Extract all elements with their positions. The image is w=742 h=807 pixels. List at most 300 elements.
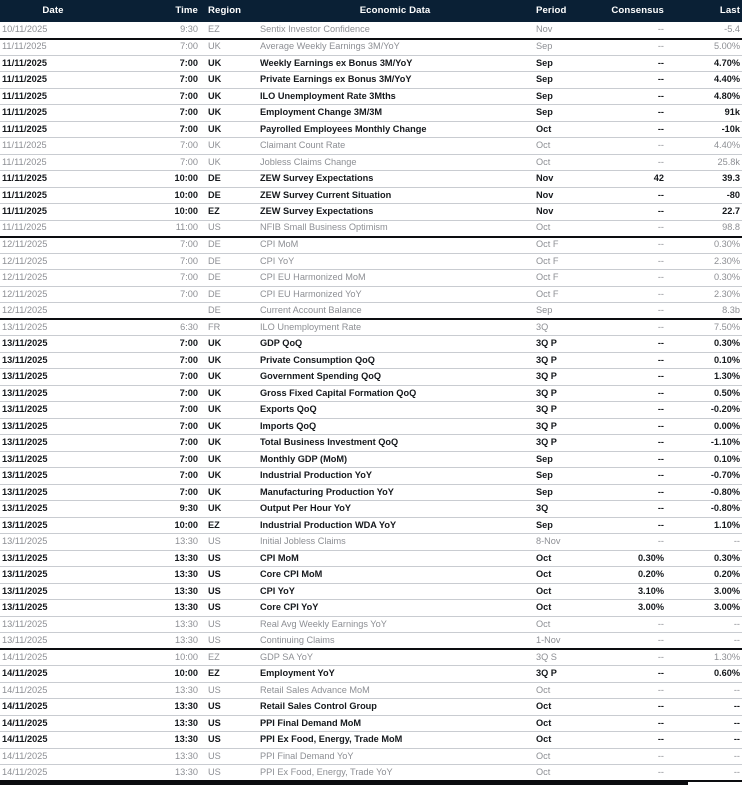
cell-time: 13:30	[175, 618, 198, 629]
cell-time: 7:00	[180, 272, 198, 283]
table-row[interactable]	[0, 567, 742, 584]
cell-time: 7:00	[180, 239, 198, 250]
cell-consensus: --	[657, 618, 664, 629]
cell-period: Oct	[536, 156, 551, 167]
cell-region: UK	[208, 107, 222, 118]
cell-consensus: --	[657, 272, 664, 283]
cell-consensus: --	[657, 684, 664, 695]
cell-region: UK	[208, 354, 222, 365]
table-row[interactable]	[0, 303, 742, 320]
cell-period: 3Q P	[536, 354, 557, 365]
cell-date: 14/11/2025	[2, 668, 48, 679]
cell-region: EZ	[208, 651, 220, 662]
cell-time: 7:00	[179, 404, 198, 415]
cell-time: 10:00	[174, 668, 198, 679]
cell-consensus: --	[657, 107, 664, 118]
cell-date: 13/11/2025	[2, 387, 48, 398]
cell-last: --	[733, 684, 740, 695]
cell-last: 0.50%	[713, 387, 740, 398]
cell-last: 3.00%	[713, 585, 740, 596]
cell-consensus: --	[657, 750, 664, 761]
cell-economic-data: ILO Unemployment Rate 3Mths	[260, 90, 396, 101]
cell-time: 7:00	[179, 123, 198, 134]
cell-period: Sep	[536, 486, 553, 497]
table-row[interactable]	[0, 121, 742, 138]
cell-time: 7:00	[180, 140, 198, 151]
cell-region: UK	[208, 470, 222, 481]
cell-date: 11/11/2025	[2, 57, 47, 68]
cell-consensus: --	[657, 453, 664, 464]
cell-period: Oct	[536, 569, 552, 580]
cell-region: EZ	[208, 24, 220, 35]
cell-last: --	[733, 766, 740, 777]
cell-last: --	[733, 717, 740, 728]
cell-last: -0.80%	[710, 503, 740, 514]
table-row[interactable]	[0, 402, 742, 419]
cell-period: 3Q P	[536, 371, 557, 382]
cell-last: -80	[726, 189, 740, 200]
table-row[interactable]	[0, 220, 742, 237]
cell-period: 3Q P	[536, 420, 557, 431]
table-row[interactable]	[0, 237, 742, 254]
cell-region: UK	[208, 123, 222, 134]
cell-date: 13/11/2025	[2, 585, 48, 596]
cell-consensus: --	[657, 24, 664, 35]
cell-economic-data: ZEW Survey Expectations	[260, 206, 374, 217]
cell-consensus: --	[657, 503, 664, 514]
table-row[interactable]	[0, 270, 742, 287]
table-row[interactable]	[0, 468, 742, 485]
cell-time: 7:00	[179, 371, 198, 382]
cell-date: 14/11/2025	[2, 750, 48, 761]
cell-consensus: --	[657, 189, 664, 200]
cell-economic-data: Employment YoY	[260, 668, 335, 679]
cell-economic-data: Total Business Investment QoQ	[260, 437, 399, 448]
cell-consensus: --	[657, 338, 664, 349]
cell-region: UK	[208, 140, 221, 151]
table-row[interactable]	[0, 369, 742, 386]
cell-period: 3Q P	[536, 387, 557, 398]
cell-economic-data: ZEW Survey Expectations	[260, 173, 374, 184]
cell-date: 11/11/2025	[2, 173, 47, 184]
table-row[interactable]	[0, 352, 742, 369]
cell-economic-data: PPI Final Demand YoY	[260, 750, 354, 761]
cell-region: FR	[208, 321, 221, 332]
cell-period: Oct	[536, 717, 552, 728]
cell-region: EZ	[208, 668, 220, 679]
cell-region: US	[208, 569, 221, 580]
cell-region: UK	[208, 371, 222, 382]
cell-region: US	[208, 734, 221, 745]
cell-last: 0.30%	[713, 552, 740, 563]
cell-date: 11/11/2025	[2, 41, 47, 52]
table-row[interactable]	[0, 204, 742, 221]
table-row[interactable]	[0, 649, 742, 666]
cell-period: Sep	[536, 453, 553, 464]
cell-period: Oct	[536, 552, 552, 563]
cell-region: UK	[208, 453, 222, 464]
column-header-period[interactable]: Period	[536, 5, 567, 17]
table-row[interactable]	[0, 154, 742, 171]
cell-region: US	[208, 618, 221, 629]
cell-time: 10:00	[174, 189, 198, 200]
cell-time: 7:00	[180, 255, 198, 266]
cell-economic-data: Average Weekly Earnings 3M/YoY	[260, 41, 400, 52]
cell-consensus: --	[657, 404, 664, 415]
cell-consensus: 3.10%	[637, 585, 664, 596]
cell-region: US	[208, 750, 221, 761]
cell-region: UK	[208, 420, 222, 431]
cell-consensus: --	[657, 486, 664, 497]
cell-consensus: 3.00%	[637, 602, 664, 613]
cell-last: 98.8	[722, 222, 740, 233]
table-row[interactable]	[0, 319, 742, 336]
cell-time: 13:30	[174, 734, 198, 745]
cell-consensus: --	[657, 634, 664, 645]
cell-time: 10:00	[174, 519, 198, 530]
cell-time: 13:30	[174, 552, 198, 563]
cell-consensus: --	[657, 255, 664, 266]
cell-last: 0.10%	[713, 453, 740, 464]
cell-region: US	[208, 684, 221, 695]
cell-economic-data: Industrial Production WDA YoY	[260, 519, 397, 530]
cell-period: Oct	[536, 701, 552, 712]
cell-time: 7:00	[179, 420, 198, 431]
cell-period: Sep	[536, 519, 553, 530]
cell-time: 13:30	[174, 701, 198, 712]
cell-period: Sep	[536, 74, 553, 85]
table-row[interactable]	[0, 39, 742, 56]
cell-economic-data: ZEW Survey Current Situation	[260, 189, 392, 200]
cell-period: Sep	[536, 470, 553, 481]
cell-time: 7:00	[179, 107, 198, 118]
column-header-last[interactable]: Last	[719, 5, 740, 17]
cell-period: 3Q P	[536, 404, 557, 415]
cell-time	[106, 303, 204, 320]
cell-region: UK	[208, 57, 222, 68]
cell-time: 13:30	[175, 766, 198, 777]
cell-date: 12/11/2025	[2, 239, 48, 250]
cell-last: --	[733, 750, 740, 761]
cell-economic-data: Manufacturing Production YoY	[260, 486, 394, 497]
cell-date: 12/11/2025	[2, 304, 48, 315]
cell-date: 13/11/2025	[2, 602, 48, 613]
cell-last: --	[733, 634, 740, 645]
cell-economic-data: Retail Sales Advance MoM	[260, 684, 370, 695]
table-row[interactable]	[0, 501, 742, 518]
column-header-region[interactable]: Region	[208, 5, 242, 17]
cell-last: -1.10%	[710, 437, 740, 448]
cell-region: DE	[208, 189, 221, 200]
cell-last: -5.4	[724, 24, 740, 35]
cell-last: --	[733, 536, 740, 547]
cell-date: 13/11/2025	[2, 453, 48, 464]
cell-region: UK	[208, 74, 222, 85]
cell-region: DE	[208, 272, 221, 283]
cell-date: 11/11/2025	[2, 222, 47, 233]
table-row[interactable]	[0, 517, 742, 534]
cell-last: 25.8k	[717, 156, 740, 167]
table-row[interactable]	[0, 418, 742, 435]
cell-period: 3Q	[536, 321, 549, 332]
cell-time: 9:30	[179, 503, 198, 514]
table-row[interactable]	[0, 600, 742, 617]
cell-economic-data: CPI EU Harmonized YoY	[260, 288, 362, 299]
cell-time: 13:30	[175, 536, 198, 547]
cell-period: Nov	[536, 24, 553, 35]
cell-last: 0.30%	[713, 272, 740, 283]
cell-last: 1.30%	[713, 371, 740, 382]
table-row[interactable]	[0, 435, 742, 452]
cell-economic-data: Imports QoQ	[260, 420, 317, 431]
column-header-time[interactable]: Time	[175, 5, 198, 17]
cell-consensus: --	[657, 701, 664, 712]
cell-time: 7:00	[180, 156, 198, 167]
cell-last: 3.00%	[713, 602, 740, 613]
cell-consensus: --	[657, 437, 664, 448]
cell-region: DE	[208, 255, 221, 266]
table-row[interactable]	[0, 22, 742, 39]
cell-time: 7:00	[179, 387, 198, 398]
cell-time: 10:00	[174, 206, 198, 217]
cell-consensus: --	[657, 387, 664, 398]
table-body	[0, 22, 742, 781]
cell-economic-data: CPI MoM	[260, 239, 299, 250]
cell-region: DE	[208, 173, 221, 184]
cell-region: US	[208, 552, 221, 563]
cell-economic-data: PPI Ex Food, Energy, Trade MoM	[260, 734, 403, 745]
cell-date: 14/11/2025	[2, 701, 48, 712]
cell-consensus: --	[657, 123, 664, 134]
table-row[interactable]	[0, 336, 742, 353]
cell-last: 8.3b	[722, 304, 740, 315]
cell-last: 22.7	[722, 206, 740, 217]
cell-last: 0.30%	[713, 239, 740, 250]
cell-time: 6:30	[180, 321, 198, 332]
cell-period: Sep	[536, 90, 553, 101]
cell-period: Oct	[536, 618, 551, 629]
table-row[interactable]	[0, 534, 742, 551]
cell-region: US	[208, 701, 221, 712]
cell-last: -0.20%	[710, 404, 740, 415]
table-row[interactable]	[0, 72, 742, 89]
cell-economic-data: Real Avg Weekly Earnings YoY	[260, 618, 387, 629]
cell-period: Oct	[536, 766, 551, 777]
cell-date: 12/11/2025	[2, 288, 48, 299]
cell-last: 5.00%	[713, 41, 740, 52]
column-header-economic-data[interactable]: Economic Data	[359, 5, 431, 17]
column-header-consensus[interactable]: Consensus	[611, 5, 664, 17]
cell-last: 7.50%	[713, 321, 740, 332]
cell-consensus: --	[657, 90, 664, 101]
cell-economic-data: Jobless Claims Change	[260, 156, 357, 167]
cell-time: 13:30	[175, 750, 198, 761]
table-row[interactable]	[0, 583, 742, 600]
cell-time: 13:30	[174, 717, 198, 728]
table-row[interactable]	[0, 187, 742, 204]
cell-period: Sep	[536, 304, 553, 315]
table-row[interactable]	[0, 253, 742, 270]
cell-region: US	[208, 766, 221, 777]
cell-date: 12/11/2025	[2, 255, 48, 266]
cell-period: 3Q P	[536, 437, 557, 448]
cell-consensus: --	[657, 519, 664, 530]
cell-time: 7:00	[179, 90, 198, 101]
cell-date: 14/11/2025	[2, 734, 48, 745]
table-row[interactable]	[0, 715, 742, 732]
cell-period: Oct F	[536, 272, 559, 283]
table-row[interactable]	[0, 682, 742, 699]
cell-region: DE	[208, 288, 221, 299]
cell-consensus: 0.30%	[637, 552, 664, 563]
table-row[interactable]	[0, 385, 742, 402]
cell-date: 11/11/2025	[2, 90, 47, 101]
cell-economic-data: GDP QoQ	[260, 338, 303, 349]
cell-period: Oct F	[536, 255, 559, 266]
cell-date: 13/11/2025	[2, 634, 48, 645]
cell-last: 0.30%	[713, 338, 740, 349]
table-row[interactable]	[0, 748, 742, 765]
cell-last: 4.80%	[713, 90, 740, 101]
cell-time: 13:30	[174, 569, 198, 580]
cell-period: Oct	[536, 123, 552, 134]
cell-date: 13/11/2025	[2, 536, 48, 547]
cell-time: 7:00	[179, 453, 198, 464]
table-row[interactable]	[0, 171, 742, 188]
cell-period: Sep	[536, 107, 553, 118]
cell-last: 4.40%	[713, 140, 740, 151]
cell-date: 13/11/2025	[2, 519, 48, 530]
cell-time: 7:00	[180, 41, 198, 52]
cell-date: 13/11/2025	[2, 404, 48, 415]
cell-period: 8-Nov	[536, 536, 561, 547]
table-row[interactable]	[0, 484, 742, 501]
cell-consensus: --	[657, 668, 664, 679]
cell-consensus: 42	[653, 173, 664, 184]
table-row[interactable]	[0, 765, 742, 782]
cell-consensus: --	[657, 717, 664, 728]
cell-consensus: --	[657, 734, 664, 745]
cell-consensus: --	[657, 321, 664, 332]
cell-period: Nov	[536, 173, 554, 184]
cell-last: 91k	[724, 107, 740, 118]
cell-last: 1.10%	[713, 519, 740, 530]
table-row[interactable]	[0, 88, 742, 105]
table-row[interactable]	[0, 55, 742, 72]
cell-date: 13/11/2025	[2, 503, 48, 514]
cell-date: 13/11/2025	[2, 618, 48, 629]
cell-last: -10k	[721, 123, 740, 134]
cell-economic-data: CPI MoM	[260, 552, 299, 563]
cell-region: EZ	[208, 206, 220, 217]
table-row[interactable]	[0, 633, 742, 650]
table-header	[0, 0, 742, 22]
cell-economic-data: CPI YoY	[260, 255, 295, 266]
cell-time: 13:30	[174, 585, 198, 596]
cell-time: 7:00	[179, 486, 198, 497]
cell-time: 7:00	[179, 338, 198, 349]
cell-time: 13:30	[175, 634, 198, 645]
cell-date: 13/11/2025	[2, 437, 48, 448]
cell-economic-data: CPI YoY	[260, 585, 295, 596]
cell-economic-data: Claimant Count Rate	[260, 140, 346, 151]
cell-region: DE	[208, 239, 221, 250]
table-row[interactable]	[0, 451, 742, 468]
cell-period: Oct F	[536, 239, 559, 250]
cell-economic-data: Core CPI YoY	[260, 602, 319, 613]
cell-time: 7:00	[179, 57, 198, 68]
cell-period: Oct	[536, 140, 551, 151]
cell-consensus: --	[657, 420, 664, 431]
cell-region: US	[208, 536, 221, 547]
cell-consensus: --	[657, 206, 664, 217]
column-header-date[interactable]: Date	[42, 5, 64, 17]
cell-region: US	[208, 222, 221, 233]
table-bottom-rule	[0, 782, 688, 785]
cell-region: UK	[208, 41, 221, 52]
cell-last: --	[733, 734, 740, 745]
table-row[interactable]	[0, 138, 742, 155]
cell-time: 9:30	[180, 24, 198, 35]
cell-date: 11/11/2025	[2, 156, 47, 167]
cell-date: 11/11/2025	[2, 189, 47, 200]
cell-last: 4.70%	[713, 57, 740, 68]
cell-economic-data: Gross Fixed Capital Formation QoQ	[260, 387, 417, 398]
cell-region: US	[208, 717, 221, 728]
cell-time: 13:30	[174, 602, 198, 613]
cell-period: Oct	[536, 684, 551, 695]
cell-date: 11/11/2025	[2, 123, 47, 134]
cell-economic-data: ILO Unemployment Rate	[260, 321, 362, 332]
cell-time: 7:00	[179, 470, 198, 481]
cell-period: 3Q P	[536, 338, 557, 349]
cell-consensus: --	[657, 371, 664, 382]
cell-period: 3Q	[536, 503, 549, 514]
cell-region: UK	[208, 404, 222, 415]
table-row[interactable]	[0, 666, 742, 683]
table-row[interactable]	[0, 286, 742, 303]
cell-last: 0.10%	[713, 354, 740, 365]
cell-economic-data: GDP SA YoY	[260, 651, 313, 662]
cell-consensus: --	[657, 239, 664, 250]
cell-region: UK	[208, 437, 222, 448]
cell-economic-data: Employment Change 3M/3M	[260, 107, 383, 118]
cell-economic-data: PPI Ex Food, Energy, Trade YoY	[260, 766, 393, 777]
table-row[interactable]	[0, 699, 742, 716]
cell-region: UK	[208, 338, 222, 349]
table-row[interactable]	[0, 550, 742, 567]
table-row[interactable]	[0, 732, 742, 749]
cell-date: 13/11/2025	[2, 338, 48, 349]
cell-consensus: --	[657, 156, 664, 167]
cell-period: 3Q P	[536, 668, 557, 679]
cell-economic-data: Industrial Production YoY	[260, 470, 372, 481]
cell-time: 7:00	[179, 354, 198, 365]
table-row[interactable]	[0, 105, 742, 122]
cell-last: 0.00%	[713, 420, 740, 431]
cell-period: Sep	[536, 57, 553, 68]
cell-period: Oct F	[536, 288, 559, 299]
table-row[interactable]	[0, 616, 742, 633]
cell-economic-data: Payrolled Employees Monthly Change	[260, 123, 427, 134]
cell-period: Nov	[536, 206, 554, 217]
cell-economic-data: Output Per Hour YoY	[260, 503, 352, 514]
cell-date: 13/11/2025	[2, 470, 48, 481]
cell-consensus: --	[657, 74, 664, 85]
cell-region: US	[208, 585, 221, 596]
cell-last: 0.60%	[713, 668, 740, 679]
cell-economic-data: Retail Sales Control Group	[260, 701, 377, 712]
